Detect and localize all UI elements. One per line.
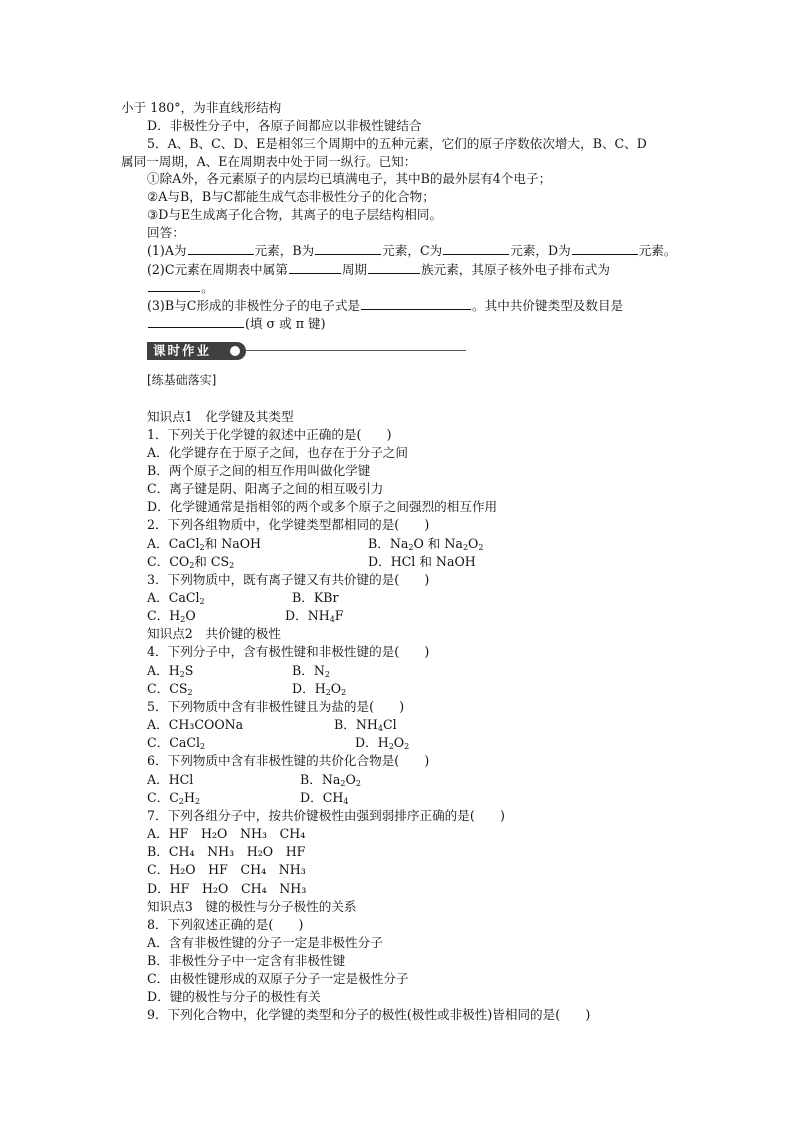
option-b: B．$NH_4Cl$ <box>334 717 397 733</box>
option-c: C．$CO_2$和 $CS_2$ <box>147 554 235 570</box>
question-9: 9．下列化合物中，化学键的类型和分子的极性(极性或非极性)皆相同的是( ) <box>147 1007 591 1022</box>
answer-label: 回答： <box>147 225 185 240</box>
answer-blank[interactable] <box>368 261 420 274</box>
question-5: 5．下列物质中含有非极性键且为盐的是( ) <box>147 699 405 714</box>
option-b: B．CH₄ NH₃ H₂O HF <box>147 844 306 859</box>
answer-blank[interactable] <box>443 242 509 255</box>
condition-1: ①除A外，各元素原子的内层均已填满电子，其中B的最外层有4个电子； <box>147 171 552 186</box>
knowledge-point-2: 知识点2 共价键的极性 <box>147 626 281 641</box>
option-a: A．HF H₂O NH₃ CH₄ <box>147 826 306 841</box>
option-b: B．$Na_2O_2$ <box>300 772 361 788</box>
answer-blank[interactable] <box>289 261 341 274</box>
answer-blank[interactable] <box>572 242 638 255</box>
option-b: B．$Na_2O$ 和 $Na_2O_2$ <box>368 536 484 552</box>
question-7: 7．下列各组分子中，按共价键极性由强到弱排序正确的是( ) <box>147 808 505 823</box>
sub-question-2-cont: 。 <box>147 279 214 296</box>
option-d: D．化学键通常是指相邻的两个或多个原子之间强烈的相互作用 <box>147 499 498 514</box>
option-c: C．H₂O HF CH₄ NH₃ <box>147 862 306 877</box>
option-a: A．CaCl$_2$和 NaOH <box>147 536 262 552</box>
option-b: B．非极性分子中一定含有非极性键 <box>147 953 346 968</box>
option-c: C．由极性键形成的双原子分子一定是极性分子 <box>147 971 409 986</box>
question-5-stem-cont: 属同一周期，A、E在周期表中处于同一纵行。已知： <box>121 154 417 169</box>
question-3: 3．下列物质中，既有离子键又有共价键的是( ) <box>147 572 430 587</box>
option-d: D．HF H₂O CH₄ NH₃ <box>147 881 307 896</box>
knowledge-point-1: 知识点1 化学键及其类型 <box>147 409 294 424</box>
sub-question-1: (1)A为 元素，B为 元素，C为 元素，D为 元素。 <box>147 243 677 258</box>
option-d: D．$NH_4F$ <box>285 608 344 624</box>
answer-blank[interactable] <box>148 279 200 292</box>
option-c: C．离子键是阴、阳离子之间的相互吸引力 <box>147 481 384 496</box>
option-b: B．两个原子之间的相互作用叫做化学键 <box>147 463 371 478</box>
sub-question-2: (2)C元素在周期表中属第 周期 族元素，其原子核外电子排布式为 <box>147 262 610 277</box>
answer-blank[interactable] <box>315 242 381 255</box>
question-6: 6．下列物质中含有非极性键的共价化合物是( ) <box>147 753 430 768</box>
option-a: A．CH₃COONa <box>147 717 244 732</box>
knowledge-point-3: 知识点3 键的极性与分子极性的关系 <box>147 899 357 914</box>
sub-question-3: (3)B与C形成的非极性分子的电子式是 。其中共价键类型及数目是 <box>147 298 624 313</box>
section-divider <box>246 350 466 351</box>
question-1: 1．下列关于化学键的叙述中正确的是( ) <box>147 427 392 442</box>
option-b: B．$N_2$ <box>292 663 330 679</box>
condition-2: ②A与B，B与C都能生成气态非极性分子的化合物； <box>147 189 435 204</box>
section-subheading: [练基础落实] <box>147 373 217 387</box>
text-line: 小于 180°，为非直线形结构 <box>121 100 282 115</box>
option-c: C．$H_2O$ <box>147 608 196 624</box>
option-a: A．$H_2S$ <box>147 663 194 679</box>
option-d: D．非极性分子中，各原子间都应以非极性键结合 <box>147 118 422 133</box>
option-d: D．键的极性与分子的极性有关 <box>147 989 321 1004</box>
answer-blank[interactable] <box>361 297 471 310</box>
question-5-stem: 5．A、B、C、D、E是相邻三个周期中的五种元素，它们的原子序数依次增大，B、C、D <box>147 136 647 151</box>
option-c: C．$CS_2$ <box>147 681 193 697</box>
sub-question-3-cont: (填 σ 或 π 键) <box>147 315 326 332</box>
condition-3: ③D与E生成离子化合物，其离子的电子层结构相同。 <box>147 207 443 222</box>
option-a: A．CaCl$_2$ <box>147 590 205 606</box>
option-c: C．CaCl$_2$ <box>147 735 206 751</box>
option-a: A．HCl <box>147 772 194 787</box>
question-4: 4．下列分子中，含有极性键和非极性键的是( ) <box>147 644 430 659</box>
question-2: 2．下列各组物质中，化学键类型都相同的是( ) <box>147 517 430 532</box>
answer-blank[interactable] <box>148 315 244 328</box>
option-a: A．含有非极性键的分子一定是非极性分子 <box>147 935 383 950</box>
option-c: C．$C_2H_2$ <box>147 790 201 806</box>
option-a: A．化学键存在于原子之间，也存在于分子之间 <box>147 445 408 460</box>
section-tag: 课时作业 <box>147 342 246 360</box>
option-d: D．$CH_4$ <box>300 790 349 806</box>
answer-blank[interactable] <box>188 242 254 255</box>
option-d: D．HCl 和 NaOH <box>368 554 476 569</box>
option-d: D．$H_2O_2$ <box>292 681 347 697</box>
option-d: D．$H_2O_2$ <box>355 735 410 751</box>
dot-icon <box>230 346 240 356</box>
question-8: 8．下列叙述正确的是( ) <box>147 917 304 932</box>
option-b: B．KBr <box>292 590 339 605</box>
